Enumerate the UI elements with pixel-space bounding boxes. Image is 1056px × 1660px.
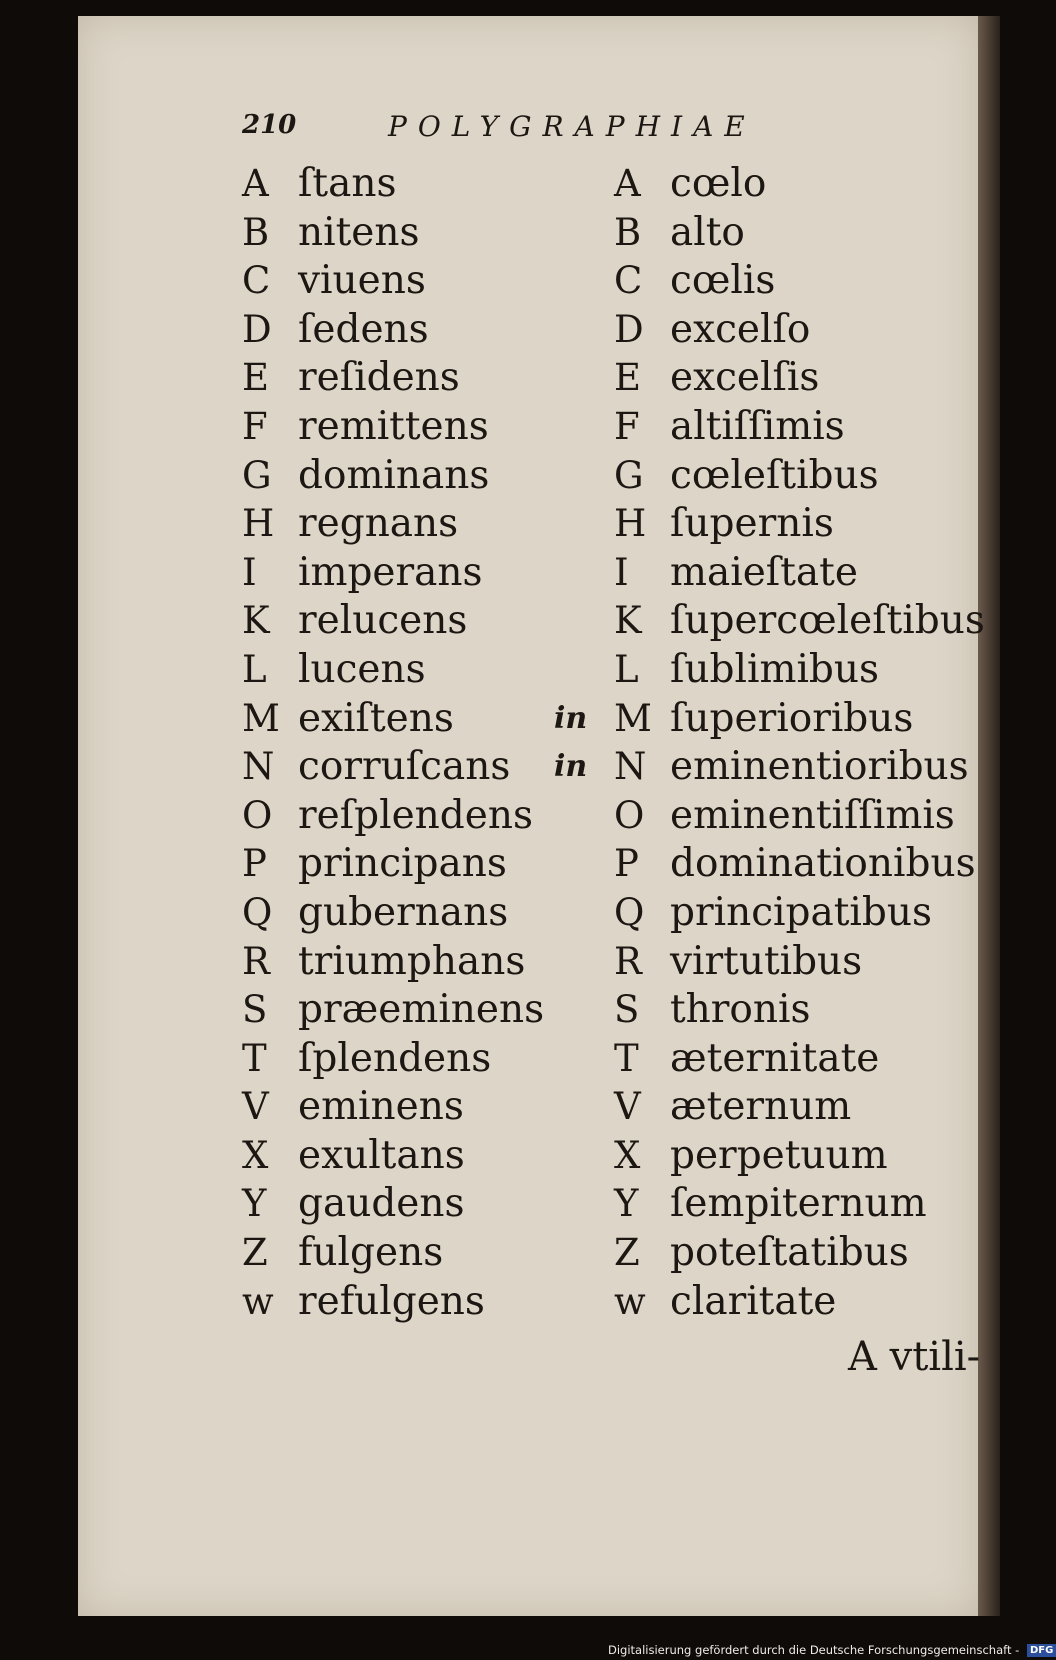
- right-entry: [614, 500, 985, 549]
- left-entry: [242, 1083, 544, 1132]
- dfg-logo: DFG: [1027, 1644, 1056, 1657]
- right-entry: [614, 452, 985, 501]
- right-entry: [614, 1229, 985, 1278]
- entry-word: cœlo: [670, 161, 767, 206]
- entry-letter: w: [242, 1279, 274, 1323]
- entry-word: ſplendens: [298, 1035, 492, 1081]
- entry-word: lucens: [298, 646, 426, 692]
- left-entry: [242, 1229, 544, 1278]
- right-entry: [614, 549, 985, 598]
- entry-letter: K: [614, 599, 642, 643]
- entry-letter: S: [242, 988, 268, 1032]
- entry-letter: A: [242, 162, 269, 205]
- entry-letter: Q: [242, 890, 273, 934]
- entry-letter: Y: [242, 1182, 267, 1226]
- entry-letter: Z: [242, 1231, 268, 1275]
- entry-letter: C: [614, 259, 643, 303]
- right-entry: [614, 597, 985, 646]
- entry-word: altiſſimis: [670, 403, 845, 449]
- entry-word: gaudens: [298, 1181, 465, 1227]
- entry-word: eminentiſſimis: [670, 792, 955, 838]
- left-entry: [242, 986, 544, 1035]
- entry-letter: V: [614, 1085, 641, 1129]
- entry-word: poteſtatibus: [670, 1230, 909, 1276]
- entry-letter: N: [614, 745, 647, 789]
- catchword: A vtili-: [848, 1334, 981, 1380]
- entry-word: remittens: [298, 403, 489, 449]
- in-prefix: in: [554, 749, 588, 785]
- entry-letter: D: [242, 307, 272, 351]
- entry-letter: M: [614, 696, 652, 740]
- right-entry: [614, 792, 985, 841]
- entry-word: regnans: [298, 501, 459, 547]
- right-entry: [614, 1278, 985, 1327]
- entry-word: reſplendens: [298, 792, 533, 838]
- left-entry: [242, 403, 544, 452]
- running-title: POLYGRAPHIAE: [388, 110, 756, 143]
- entry-letter: B: [242, 210, 270, 254]
- right-entry: [614, 986, 985, 1035]
- right-entry: [554, 695, 985, 744]
- entry-letter: R: [614, 939, 642, 983]
- entry-word: præeminens: [298, 987, 545, 1033]
- entry-word: nitens: [298, 209, 420, 255]
- entry-word: dominans: [298, 452, 490, 498]
- entry-word: virtutibus: [670, 938, 863, 984]
- entry-word: ſupernis: [670, 501, 834, 547]
- entry-letter: B: [614, 210, 642, 254]
- right-entry: [614, 209, 985, 258]
- entry-letter: T: [242, 1036, 267, 1080]
- right-entry: [614, 646, 985, 695]
- entry-letter: X: [614, 1133, 641, 1177]
- entry-letter: P: [614, 842, 639, 886]
- left-entry: [242, 257, 544, 306]
- entry-letter: F: [614, 404, 640, 448]
- entry-letter: I: [242, 550, 257, 594]
- entry-letter: S: [614, 988, 640, 1032]
- entry-letter: F: [242, 404, 268, 448]
- entry-letter: V: [242, 1085, 269, 1129]
- entry-letter: O: [614, 793, 645, 837]
- entry-letter: H: [614, 502, 647, 546]
- right-cipher-column: [554, 160, 985, 1326]
- footer-text: Digitalisierung gefördert durch die Deutsche Forschungsgemeinschaft -: [608, 1643, 1020, 1657]
- right-entry: [614, 257, 985, 306]
- entry-letter: G: [614, 453, 644, 497]
- entry-letter: I: [614, 550, 629, 594]
- entry-word: cœleſtibus: [670, 452, 879, 498]
- entry-word: relucens: [298, 598, 468, 644]
- left-entry: [242, 1035, 544, 1084]
- entry-word: excelſo: [670, 306, 811, 352]
- entry-letter: P: [242, 842, 267, 886]
- left-entry: [242, 160, 544, 209]
- entry-letter: R: [242, 939, 270, 983]
- right-entry: [614, 403, 985, 452]
- right-entry: [614, 354, 985, 403]
- entry-letter: E: [614, 356, 642, 400]
- entry-letter: L: [242, 647, 267, 691]
- entry-letter: K: [242, 599, 270, 643]
- left-entry: [242, 500, 544, 549]
- right-entry: [614, 1035, 985, 1084]
- right-entry: [614, 938, 985, 987]
- left-entry: [242, 938, 544, 987]
- entry-letter: X: [242, 1133, 269, 1177]
- entry-word: refulgens: [298, 1278, 485, 1324]
- entry-word: fulgens: [298, 1230, 444, 1276]
- left-entry: [242, 743, 544, 792]
- left-entry: [242, 792, 544, 841]
- entry-word: gubernans: [298, 889, 509, 935]
- left-entry: [242, 1180, 544, 1229]
- entry-letter: Y: [614, 1182, 639, 1226]
- entry-letter: T: [614, 1036, 639, 1080]
- right-entry: [614, 840, 985, 889]
- entry-letter: E: [242, 356, 270, 400]
- entry-letter: L: [614, 647, 639, 691]
- entry-word: ſuperioribus: [670, 695, 914, 741]
- page-number: 210: [242, 110, 297, 140]
- left-entry: [242, 1278, 544, 1327]
- entry-word: viuens: [298, 258, 426, 304]
- entry-letter: A: [614, 162, 641, 205]
- entry-letter: O: [242, 793, 273, 837]
- entry-letter: G: [242, 453, 272, 497]
- entry-word: ſtans: [298, 161, 397, 206]
- entry-word: principatibus: [670, 889, 932, 935]
- entry-word: alto: [670, 209, 745, 255]
- left-entry: [242, 597, 544, 646]
- entry-letter: C: [242, 259, 271, 303]
- entry-letter: w: [614, 1279, 646, 1323]
- right-entry: [614, 1180, 985, 1229]
- entry-word: reſidens: [298, 355, 460, 401]
- left-entry: [242, 646, 544, 695]
- entry-letter: H: [242, 502, 275, 546]
- right-entry: [554, 743, 985, 792]
- entry-word: exiſtens: [298, 695, 454, 741]
- entry-word: ſublimibus: [670, 646, 880, 692]
- entry-word: ſedens: [298, 306, 429, 352]
- entry-word: æternitate: [670, 1035, 880, 1081]
- in-prefix: in: [554, 700, 588, 736]
- entry-word: corruſcans: [298, 744, 511, 790]
- entry-word: triumphans: [298, 938, 526, 984]
- right-entry: [614, 1132, 985, 1181]
- page-header: [242, 110, 822, 150]
- left-entry: [242, 306, 544, 355]
- entry-word: exultans: [298, 1132, 465, 1178]
- left-entry: [242, 549, 544, 598]
- entry-word: dominationibus: [670, 841, 976, 887]
- left-entry: [242, 1132, 544, 1181]
- left-entry: [242, 354, 544, 403]
- entry-word: cœlis: [670, 258, 776, 304]
- left-entry: [242, 840, 544, 889]
- entry-word: æternum: [670, 1084, 852, 1130]
- entry-word: thronis: [670, 987, 811, 1033]
- entry-word: imperans: [298, 549, 483, 595]
- left-entry: [242, 695, 544, 744]
- entry-word: ſempiternum: [670, 1181, 927, 1227]
- entry-word: principans: [298, 841, 507, 887]
- left-entry: [242, 209, 544, 258]
- entry-letter: Z: [614, 1231, 640, 1275]
- entry-word: eminentioribus: [670, 744, 969, 790]
- entry-word: eminens: [298, 1084, 464, 1130]
- entry-letter: M: [242, 696, 280, 740]
- left-entry: [242, 452, 544, 501]
- entry-letter: N: [242, 745, 275, 789]
- digitization-footer: [608, 1641, 1056, 1660]
- entry-word: ſupercœleſtibus: [670, 598, 985, 644]
- right-entry: [614, 1083, 985, 1132]
- entry-letter: Q: [614, 890, 645, 934]
- entry-word: maieſtate: [670, 549, 858, 595]
- right-entry: [614, 889, 985, 938]
- entry-word: perpetuum: [670, 1132, 888, 1178]
- left-entry: [242, 889, 544, 938]
- left-cipher-column: [242, 160, 544, 1326]
- entry-letter: D: [614, 307, 644, 351]
- right-entry: [614, 306, 985, 355]
- entry-word: claritate: [670, 1278, 837, 1324]
- right-entry: [614, 160, 985, 209]
- entry-word: excelſis: [670, 355, 820, 401]
